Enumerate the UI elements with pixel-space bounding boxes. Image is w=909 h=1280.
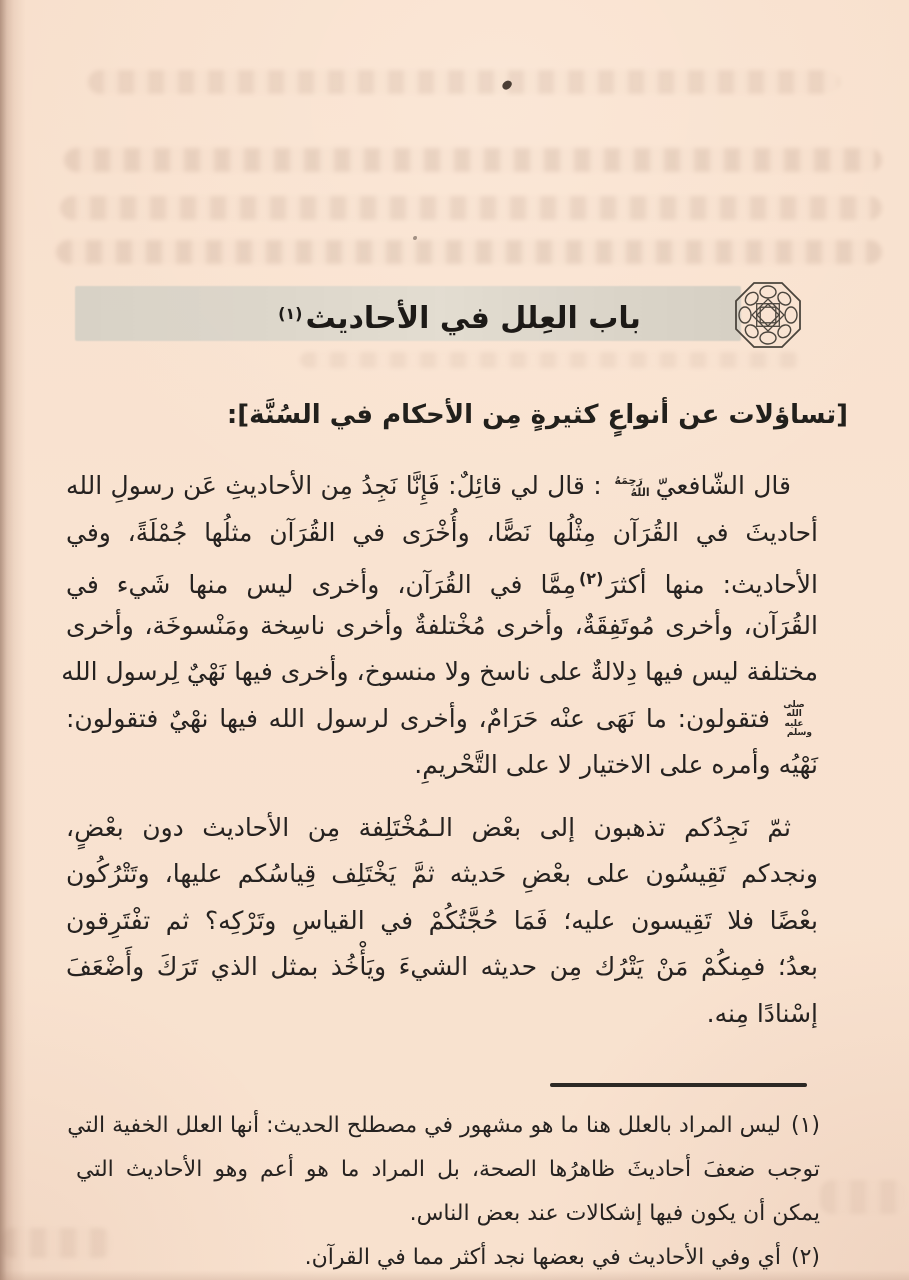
body-line-text: الأحاديث: منها أكثرَ (606, 570, 818, 599)
footnote-2-marker: (٢) (790, 1245, 820, 1270)
body-line (66, 696, 818, 743)
body-text (61, 463, 818, 1037)
bleedthrough-line (88, 70, 840, 94)
body-line-text: فتقولون: ما نَهَى عنْه حَرَامٌ، وأخرى لرسول الله فيها نهْيٌ فتقولون: (66, 703, 770, 733)
body-line: بعدُ؛ فمِنكُمْ مَنْ يَتْرُك مِن حديثه الشيءَ ويَأْخُذ بمثل الذي تَرَكَ وأَضْعَفَ (66, 952, 818, 981)
footnote-ref-1: (١) (278, 304, 303, 323)
footnotes (67, 1104, 820, 1280)
footnote-line: يمكن أن يكون فيها إشكالات عند بعض الناس. (409, 1201, 820, 1226)
chapter-title (75, 286, 741, 341)
page-binding-shadow (0, 0, 26, 1280)
body-line (66, 556, 818, 603)
footnote-separator-rule (550, 1083, 807, 1087)
body-line: مختلفة ليس فيها دِلالةٌ على ناسخ ولا منسوخ، وأخرى فيها نَهْيٌ لِرسول الله (61, 657, 818, 686)
body-line: القُرَآن، وأخرى مُوتَفِقَةٌ، وأخرى مُخْتلفةٌ وأخرى ناسِخة ومَنْسوخَة، وأخرى (66, 610, 818, 640)
footnote-line (76, 1236, 820, 1280)
body-line (66, 463, 818, 510)
body-line: ونجدكم تَقِيسُون على بعْضِ حَديثه ثمَّ يَخْتَلِف قِياسُكم عليها، وتَتْرُكُون (66, 859, 818, 888)
body-line: إسْنادًا مِنه. (706, 998, 818, 1028)
octagram-rosette-ornament-icon (734, 281, 802, 349)
bleedthrough-line (56, 240, 882, 264)
body-line-text: : قال لي قائِلٌ: فَإِنَّا نَجِدُ مِن الأحاديثِ عَن رسولِ الله (66, 471, 602, 500)
body-line: نَهْيُه وأمره على الاختيار لا على التَّحْريمِ. (414, 750, 818, 779)
footnote-line (67, 1104, 820, 1148)
footnote-text: أي وفي الأحاديث في بعضها نجد أكثر مما في القرآن. (304, 1245, 781, 1270)
rahimahullah-honorific: رَحِمَهُ اللهُ (614, 474, 650, 499)
body-line: أحاديثَ في القُرَآن مِثْلُها نَصًّا، وأُخْرَى في القُرَآن مثلُها جُمْلَةً، وفي (66, 517, 818, 547)
bleedthrough-mark (820, 1180, 906, 1214)
bleedthrough-line (300, 352, 800, 368)
chapter-title-text: باب العِلل في الأحاديث (305, 301, 641, 336)
body-paragraph-2 (66, 805, 818, 1038)
footnote-line: توجب ضعفَ أحاديثَ ظاهرُها الصحة، بل المراد ما هو أعم وهو الأحاديث التي (76, 1157, 820, 1182)
body-line-text: قال الشّافعيّ (655, 471, 792, 500)
body-line-text: مِمَّا في القُرَآن، وأخرى ليس منها شَيء في (66, 570, 576, 599)
footnote-1-marker: (١) (790, 1113, 820, 1138)
sallallahu-honorific: صلى الله عليه وسلم (783, 699, 812, 738)
body-line: بعْضًا فلا تَقِيسون عليه؛ فَمَا حُجَّتُكُمْ في القياسِ وتَرْكِه؟ ثم تفْتَرِقون (66, 905, 818, 935)
bleedthrough-line (64, 148, 882, 172)
body-line: ثمّ نَجِدُكم تذهبون إلى بعْض الـمُخْتَلِفة مِن الأحاديث دون بعْضٍ، (66, 812, 791, 842)
bleedthrough-line (60, 196, 882, 220)
footnote-ref-2: (٢) (578, 569, 604, 588)
footnote-text: ليس المراد بالعلل هنا ما هو مشهور في مصطلح الحديث: أنها العلل الخفية التي (67, 1113, 781, 1138)
section-heading: [تساؤلات عن أنواعٍ كثيرةٍ مِن الأحكام في السُنَّة]: (226, 400, 848, 430)
